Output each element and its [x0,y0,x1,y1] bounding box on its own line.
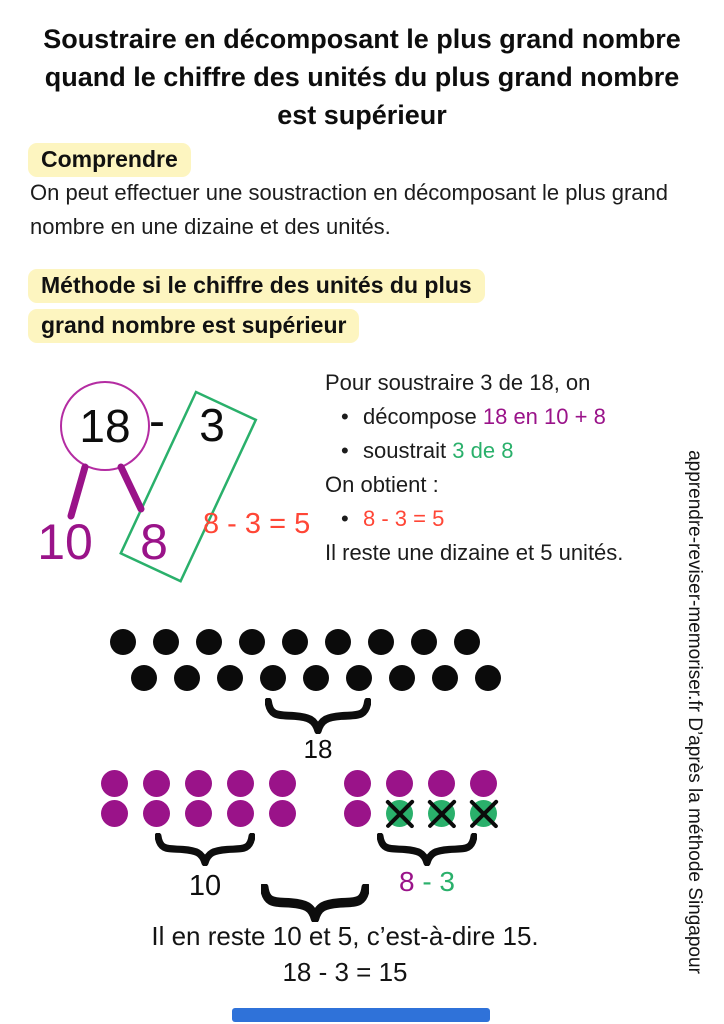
explanation-bullet-3 [325,502,675,536]
black-dot [411,629,437,655]
purple-dot [227,770,254,797]
purple-dot [386,770,413,797]
purple-dot [344,770,371,797]
label-8: 8 [398,866,415,897]
crossed-green-dot [428,800,455,827]
purple-dot [185,800,212,827]
footer-bar [232,1008,490,1022]
website-credit: apprendre-reviser-memoriser.fr D’après la méthode Singapour [684,450,705,974]
remaining-dot [344,800,371,827]
minuend-number: 18 [79,400,131,452]
purple-dot [428,770,455,797]
purple-dot [101,770,128,797]
black-dot [282,629,308,655]
comprendre-paragraph: On peut effectuer une soustraction en décomposant le plus grand nombre en une dizaine et des unités. [30,180,669,239]
bullet-icon: • [341,506,349,531]
brace-under-18 [265,698,371,734]
methode-heading-highlight: Méthode si le chiffre des unités du plus grand nombre est supérieur [28,269,485,343]
black-dot [368,629,394,655]
black-dot [432,665,458,691]
explanation-obtain: On obtient : [325,472,439,497]
explanation-intro: Pour soustraire 3 de 18, on [325,370,591,395]
black-dot [454,629,480,655]
black-dot [260,665,286,691]
crossed-out-dots [386,800,497,827]
subtrahend-number: 3 [199,399,225,451]
label-10: 10 [188,870,222,902]
result-sentence: Il en reste 10 et 5, c’est-à-dire 15. [151,921,539,951]
explanation-bullet-2 [325,434,675,468]
label-minus-3: - 3 [414,866,456,897]
black-dot [303,665,329,691]
purple-dot [344,800,371,827]
title-line-2: quand le chiffre des unités du plus grand nombre [44,62,680,92]
bullet-icon: • [341,404,349,429]
black-dots-row-1 [110,629,480,655]
crossed-green-dot [470,800,497,827]
explanation-block [325,366,675,570]
black-dot [239,629,265,655]
purple-dot [143,770,170,797]
comprendre-section-heading [28,140,191,180]
result-block [0,918,690,990]
label-8-minus-3 [367,866,487,898]
bullet3-equation: 8 - 3 = 5 [363,506,445,531]
black-dot [110,629,136,655]
purple-dot [143,800,170,827]
purple-dot [185,770,212,797]
bullet2-highlight: 3 de 8 [452,438,514,463]
black-dot [217,665,243,691]
purple-dot [227,800,254,827]
brace-total [261,884,369,922]
units-equation: 8 - 3 = 5 [203,508,311,540]
black-dots-row-2 [131,665,501,691]
bullet1-highlight: 18 en 10 + 8 [482,404,606,429]
purple-dot [269,800,296,827]
bullet1-text: décompose [363,404,483,429]
branch-line-units [121,467,141,509]
branch-line-tens [71,467,85,516]
methode-section-heading [28,266,528,345]
crossed-green-dot [386,800,413,827]
bullet-icon: • [341,438,349,463]
units-number: 8 [140,514,168,570]
black-dot [174,665,200,691]
explanation-conclusion: Il reste une dizaine et 5 unités. [325,540,624,565]
title-line-3: est supérieur [277,100,447,130]
explanation-bullet-1 [325,400,675,434]
black-dot [346,665,372,691]
purple-dots-left-row-1 [101,770,296,797]
brace-under-8-minus-3 [377,833,477,866]
purple-dots-right-row-1 [344,770,497,797]
minus-sign: - [149,395,165,448]
black-dot [131,665,157,691]
black-dot [325,629,351,655]
purple-dots-right-row-2 [344,800,497,827]
tens-number: 10 [37,514,93,570]
label-18: 18 [303,734,333,764]
purple-dot [101,800,128,827]
black-dot [153,629,179,655]
black-dot [475,665,501,691]
title-line-1: Soustraire en décomposant le plus grand nombre [43,24,681,54]
bullet2-text: soustrait [363,438,453,463]
black-dot [196,629,222,655]
comprendre-heading-highlight: Comprendre [28,143,191,177]
result-equation: 18 - 3 = 15 [282,957,408,987]
black-dot [389,665,415,691]
purple-dots-left-row-2 [101,800,296,827]
purple-dot [470,770,497,797]
decomposition-diagram [20,360,340,605]
brace-under-10 [155,833,255,866]
page-title [0,20,724,134]
purple-dot [269,770,296,797]
